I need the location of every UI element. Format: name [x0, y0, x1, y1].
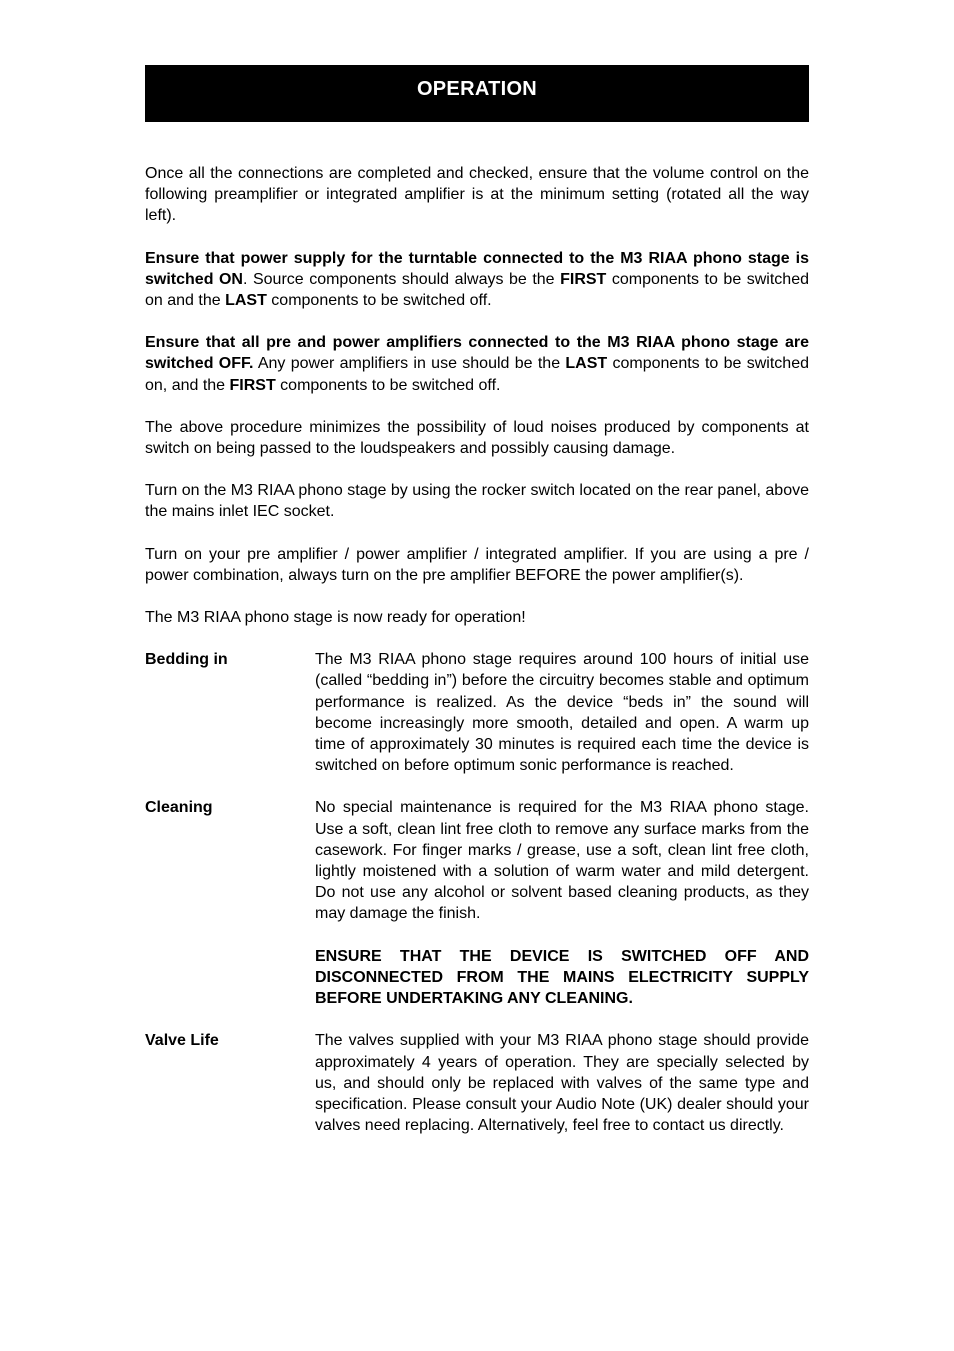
intro-paragraph-rocker-switch: Turn on the M3 RIAA phono stage by using the rocker switch located on the rear panel, above the mains inlet IEC socket.: [145, 482, 809, 521]
last-emphasis-2: LAST: [565, 355, 608, 373]
source-components-text-c: components to be switched off.: [266, 292, 492, 310]
power-amplifiers-text-c: components to be switched off.: [275, 376, 501, 394]
cleaning-warning: ENSURE THAT THE DEVICE IS SWITCHED OFF AND DISCONNECTED FROM THE MAINS ELECTRICITY SUPPLY BEFORE UNDERTAKING ANY CLEANING.: [315, 947, 809, 1008]
section-body-cleaning: [315, 797, 809, 1009]
intro-paragraph-procedure: The above procedure minimizes the possibility of loud noises produced by components at switch on being passed to the loudspeakers and possibly causing damage.: [145, 418, 809, 458]
section-body-bedding-in: [315, 649, 809, 776]
section-bedding-in: [145, 649, 809, 776]
cleaning-text: No special maintenance is required for the M3 RIAA phono stage. Use a soft, clean lint free cloth to remove any surface marks from the casework. For finger marks / grease, use a soft, clean lint free cloth, lightly moistened with a solution of warm water and mild detergent. Do not use any alcohol or solvent based cleaning products, as they may damage the finish.: [315, 799, 809, 923]
intro-paragraph-amplifiers-off: [145, 332, 809, 396]
amplifiers-off-instruction: Ensure that all pre and power amplifiers connected to the M3 RIAA phono stage are switched OFF.: [145, 334, 809, 373]
section-body-valve-life: [315, 1030, 809, 1136]
section-cleaning: [145, 797, 809, 1009]
source-components-text-a: . Source components should always be the: [243, 270, 561, 288]
power-amplifiers-text-a: Any power amplifiers in use should be the: [253, 355, 566, 373]
intro-paragraph-volume: Once all the connections are completed and checked, ensure that the volume control on the following preamplifier or integrated amplifier is at the minimum setting (rotated all the way left).: [145, 165, 809, 225]
first-emphasis: FIRST: [560, 270, 607, 288]
page-title: OPERATION: [416, 78, 538, 100]
intro-paragraph-amplifier-order: Turn on your pre amplifier / power amplifier / integrated amplifier. If you are using a pre / power combination, always turn on the pre amplifier BEFORE the power amplifier(s).: [145, 545, 809, 584]
section-valve-life: [145, 1030, 809, 1136]
intro-paragraph-ready: The M3 RIAA phono stage is now ready for operation!: [145, 609, 526, 627]
turntable-power-instruction: Ensure that power supply for the turntable connected to the M3 RIAA phono stage is switched ON: [145, 249, 809, 288]
first-emphasis-2: FIRST: [229, 376, 276, 394]
source-components-text-b: components to be switched on and the: [145, 270, 810, 310]
section-label-valve-life: Valve Life: [145, 1032, 219, 1050]
page-title-banner: [145, 65, 809, 122]
bedding-in-text: The M3 RIAA phono stage requires around 100 hours of initial use (called “bedding in”) before the circuitry becomes stable and optimum performance is realized. As the device “beds in” the sound will become increasingly more smooth, detailed and open. A warm up time of approximately 30 minutes is required each time the device is switched on before optimum sonic performance is reached.: [315, 651, 809, 775]
intro-paragraph-turntable-power: [145, 248, 809, 312]
section-label-bedding-in: Bedding in: [145, 651, 228, 669]
document-body: [145, 163, 809, 1157]
section-label-cleaning: Cleaning: [145, 799, 213, 817]
valve-life-text: The valves supplied with your M3 RIAA phono stage should provide approximately 4 years of operation. They are specially selected by us, and should only be replaced with valves of the same type and specification. Please consult your Audio Note (UK) dealer should your valves need replacing. Alternatively, feel free to contact us directly.: [315, 1032, 809, 1135]
last-emphasis: LAST: [225, 292, 267, 310]
power-amplifiers-text-b: components to be switched on, and the: [145, 355, 809, 394]
